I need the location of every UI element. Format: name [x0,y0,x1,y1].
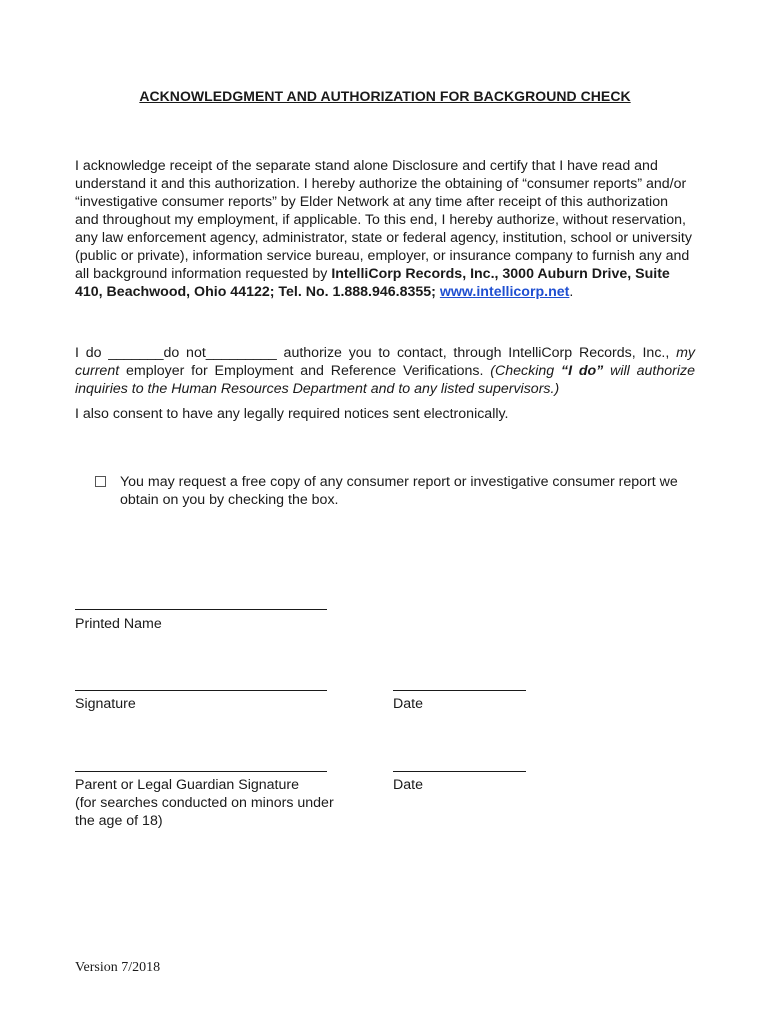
checking-note-start: (Checking [490,363,561,379]
guardian-note-line1: (for searches conducted on minors under [75,795,334,811]
paragraph-end: . [569,284,574,300]
checking-note-ido: “I do” [560,363,604,379]
intellicorp-contact: IntelliCorp Records, Inc., 3000 Auburn Drive, Suite 410, Beachwood, Ohio 44122; Tel. No. 1.888.946.8355; [75,266,670,300]
guardian-signature-line[interactable] [75,771,327,772]
guardian-date-label: Date [393,777,423,793]
intellicorp-link[interactable]: www.intellicorp.net [439,284,570,300]
employer-contact-paragraph [75,344,695,398]
version-footer: Version 7/2018 [75,960,161,975]
my-current-text: my current [75,345,695,379]
date-label: Date [393,696,423,712]
guardian-signature-label: Parent or Legal Guardian Signature [75,777,299,793]
checking-note-end: will authorize inquiries to the Human Resources Department and to any listed supervisors.) [75,363,695,397]
guardian-date-line[interactable] [393,771,526,772]
date-line[interactable] [393,690,526,691]
signature-line[interactable] [75,690,327,691]
document-title: ACKNOWLEDGMENT AND AUTHORIZATION FOR BACKGROUND CHECK [139,88,631,104]
employer-verification-text: employer for Employment and Reference Verifications. [119,363,491,379]
printed-name-label: Printed Name [75,616,162,632]
printed-name-line[interactable] [75,609,327,610]
employer-contact-text: I do _______do not_________ authorize you to contact, through IntelliCorp Records, Inc., [75,345,677,361]
guardian-note-line2: the age of 18) [75,813,163,829]
authorization-text: I acknowledge receipt of the separate stand alone Disclosure and certify that I have read and understand it and this authorization. I hereby authorize the obtaining of “consumer reports” and/or “investigative consumer reports” by Elder Network at any time after receipt of this authorization and throughout my employment, if applicable. To this end, I hereby authorize, without reservation, any law enforcement agency, administrator, state or federal agency, institution, school or university (public or private), information service bureau, employer, or insurance company to furnish any and all background information requested by [75,158,692,282]
electronic-consent-paragraph: I also consent to have any legally required notices sent electronically. [75,406,509,422]
signature-label: Signature [75,696,136,712]
free-copy-checkbox[interactable] [95,476,106,487]
authorization-paragraph [75,157,695,301]
free-copy-text: You may request a free copy of any consumer report or investigative consumer report we obtain on you by checking the box. [120,474,678,508]
